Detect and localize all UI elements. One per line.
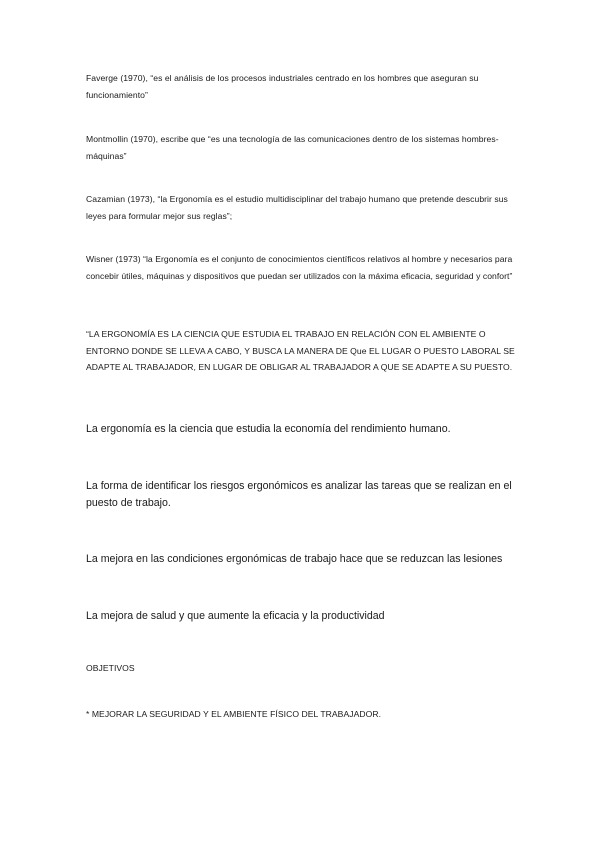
quote-montmollin: Montmollin (1970), escribe que “es una tecnología de las comunicaciones dentro de los sistemas hombres-máquinas” <box>86 134 499 161</box>
quote-faverge: Faverge (1970), “es el análisis de los procesos industriales centrado en los hombres que aseguran su funcionamiento” <box>86 73 479 100</box>
ergonomia-economia-statement: La ergonomía es la ciencia que estudia la economía del rendimiento humano. <box>86 423 451 435</box>
ergonomia-definition-caps: “LA ERGONOMÍA ES LA CIENCIA QUE ESTUDIA EL TRABAJO EN RELACIÓN CON EL AMBIENTE O ENTORNO DONDE SE LLEVA A CABO, Y BUSCA LA MANERA DE Que EL LUGAR O PUESTO LABORAL SE ADAPTE AL TRABAJADOR, EN LUGAR DE OBLIGAR AL TRABAJADOR A QUE SE ADAPTE A SU PUESTO. <box>86 329 515 372</box>
objetivo-item: * MEJORAR LA SEGURIDAD Y EL AMBIENTE FÍSICO DEL TRABAJADOR. <box>86 709 382 719</box>
quote-wisner: Wisner (1973) “la Ergonomía es el conjunto de conocimientos científicos relativos al hombre y necesarios para concebir útiles, máquinas y dispositivos que puedan ser utilizados con la máxima eficacia, seguridad y confort” <box>86 254 513 281</box>
objetivos-heading: OBJETIVOS <box>86 663 135 673</box>
riesgos-ergonomicos-statement: La forma de identificar los riesgos ergonómicos es analizar las tareas que se realizan en el puesto de trabajo. <box>86 480 512 509</box>
mejora-condiciones-statement: La mejora en las condiciones ergonómicas de trabajo hace que se reduzcan las lesiones <box>86 553 503 565</box>
quote-cazamian: Cazamian (1973), “la Ergonomía es el estudio multidisciplinar del trabajo humano que pretende descubrir sus leyes para formular mejor sus reglas”; <box>86 194 508 221</box>
mejora-salud-statement: La mejora de salud y que aumente la eficacia y la productividad <box>86 610 385 622</box>
